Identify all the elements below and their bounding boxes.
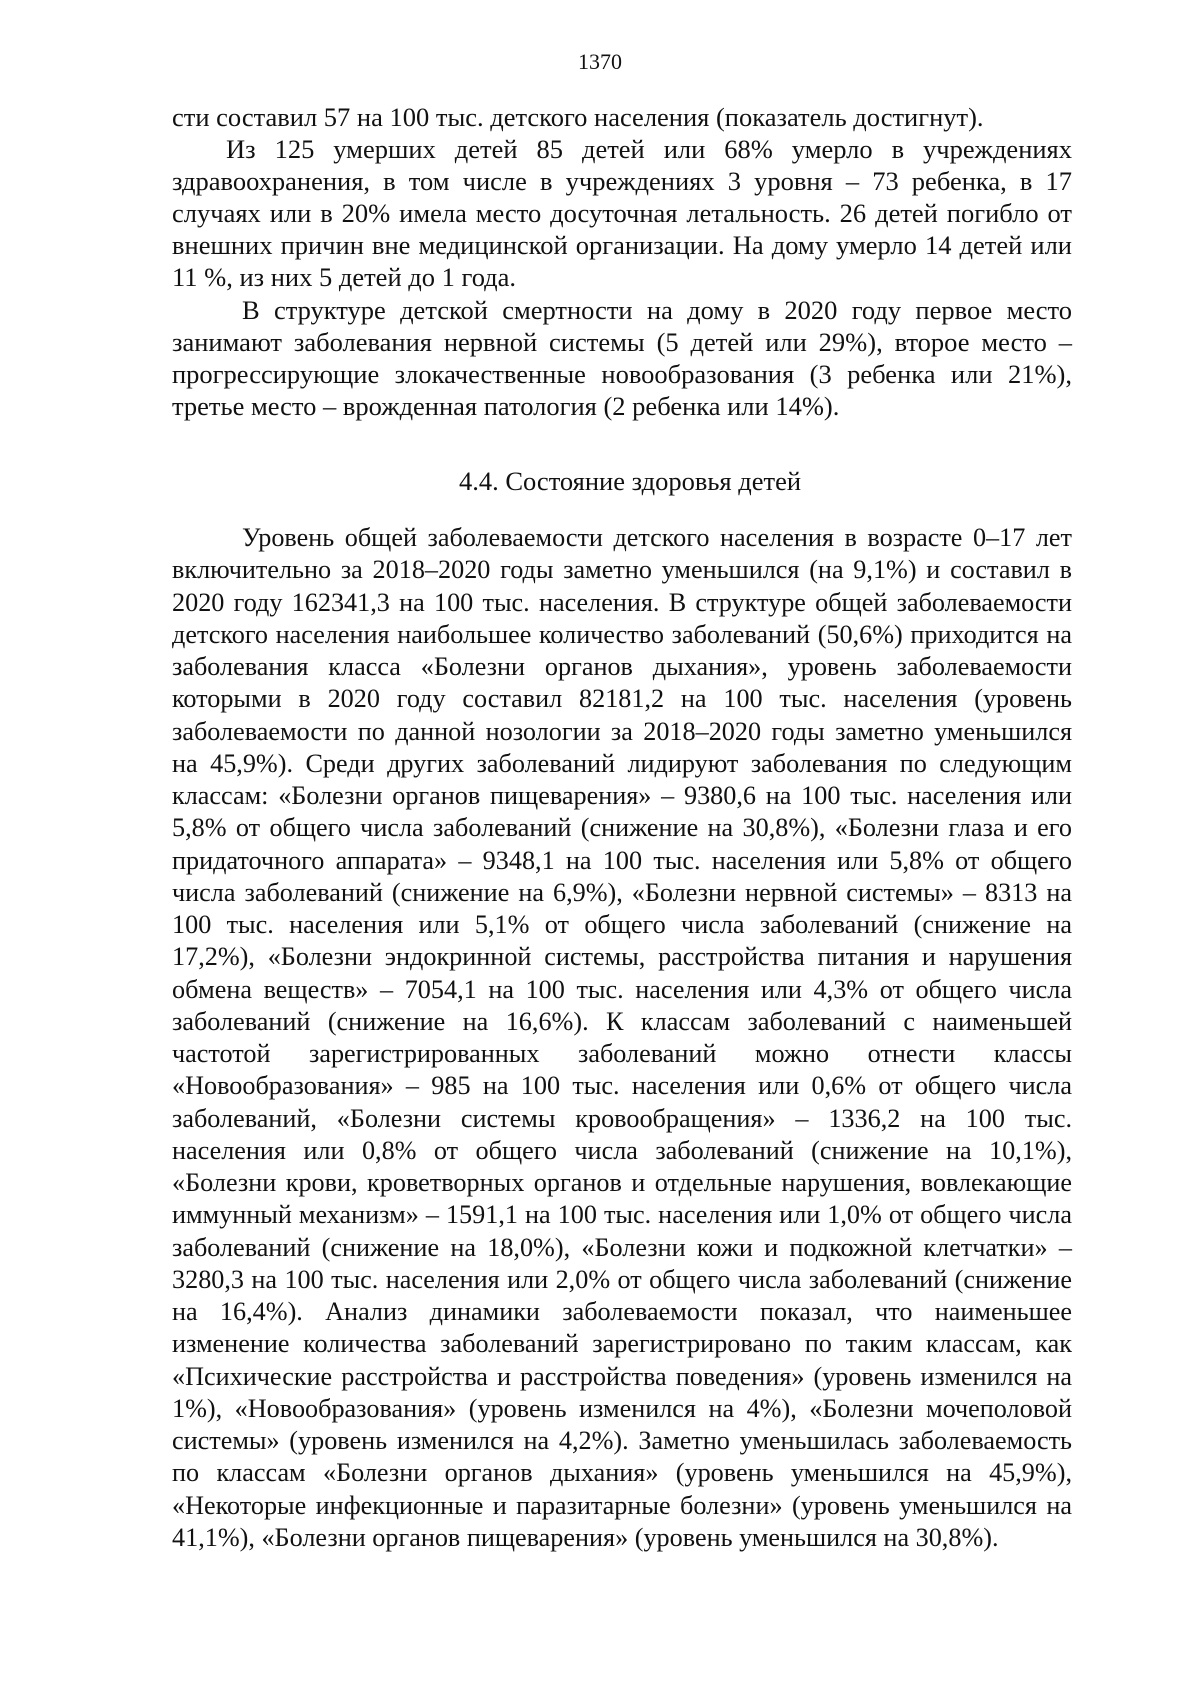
- paragraph-home-mortality-structure: В структуре детской смертности на дому в 2020 году первое место занимают заболевания нервной системы (5 детей или 29%), второе место – прогрессирующие злокачественные новообразования (3 ребенка или 21%), третье место – врожденная патология (2 ребенка или 14%).: [172, 294, 1072, 421]
- paragraph-morbidity: Уровень общей заболеваемости детского населения в возрасте 0–17 лет включительно за 2018–2020 годы заметно уменьшился (на 9,1%) и составил в 2020 году 162341,3 на 100 тыс. населения. В структуре общей заболеваемости детского населения наибольшее количество заболеваний (50,6%) приходится на заболевания класса «Болезни органов дыхания», уровень заболеваемости которыми в 2020 году составил 82181,2 на 100 тыс. населения (уровень заболеваемости по данной нозологии за 2018–2020 годы заметно уменьшился на 45,9%). Среди других заболеваний лидируют заболевания по следующим классам: «Болезни органов пищеварения» – 9380,6 на 100 тыс. населения или 5,8% от общего числа заболеваний (снижение на 30,8%), «Болезни глаза и его придаточного аппарата» – 9348,1 на 100 тыс. населения или 5,8% от общего числа заболеваний (снижение на 6,9%), «Болезни нервной системы» – 8313 на 100 тыс. населения или 5,1% от общего числа заболеваний (снижение на 17,2%), «Болезни эндокринной системы, расстройства питания и нарушения обмена веществ» – 7054,1 на 100 тыс. населения или 4,3% от общего числа заболеваний (снижение на 16,6%). К классам заболеваний с наименьшей частотой зарегистрированных заболеваний можно отнести классы «Новообразования» – 985 на 100 тыс. населения или 0,6% от общего числа заболеваний, «Болезни системы кровообращения» – 1336,2 на 100 тыс. населения или 0,8% от общего числа заболеваний (снижение на 10,1%), «Болезни крови, кроветворных органов и отдельные нарушения, вовлекающие иммунный механизм» – 1591,1 на 100 тыс. населения или 1,0% от общего числа заболеваний (снижение на 18,0%), «Болезни кожи и подкожной клетчатки» – 3280,3 на 100 тыс. населения или 2,0% от общего числа заболеваний (снижение на 16,4%). Анализ динамики заболеваемости показал, что наименьшее изменение количества заболеваний зарегистрировано по таким классам, как «Психические расстройства и расстройства поведения» (уровень изменился на 1%), «Новообразования» (уровень изменился на 4%), «Болезни мочеполовой системы» (уровень изменился на 4,2%). Заметно уменьшилась заболеваемость по классам «Болезни органов дыхания» (уровень уменьшился на 45,9%), «Некоторые инфекционные и паразитарные болезни» (уровень уменьшился на 41,1%), «Болезни органов пищеварения» (уровень уменьшился на 30,8%).: [172, 523, 1072, 1552]
- text-block-main: [172, 522, 1072, 1554]
- text-block-top: [172, 101, 1072, 422]
- paragraph-child-deaths: Из 125 умерших детей 85 детей или 68% умерло в учреждениях здравоохранения, в том числе в учреждениях 3 уровня – 73 ребенка, в 17 случаях или в 20% имела место досуточная летальность. 26 детей погибло от внешних причин вне медицинской организации. На дому умерло 14 детей или 11 %, из них 5 детей до 1 года.: [172, 134, 1072, 293]
- paragraph-continuation: сти составил 57 на 100 тыс. детского населения (показатель достигнут).: [172, 102, 984, 132]
- page-number: 1370: [578, 49, 622, 74]
- section-title: 4.4. Состояние здоровья детей: [458, 466, 802, 496]
